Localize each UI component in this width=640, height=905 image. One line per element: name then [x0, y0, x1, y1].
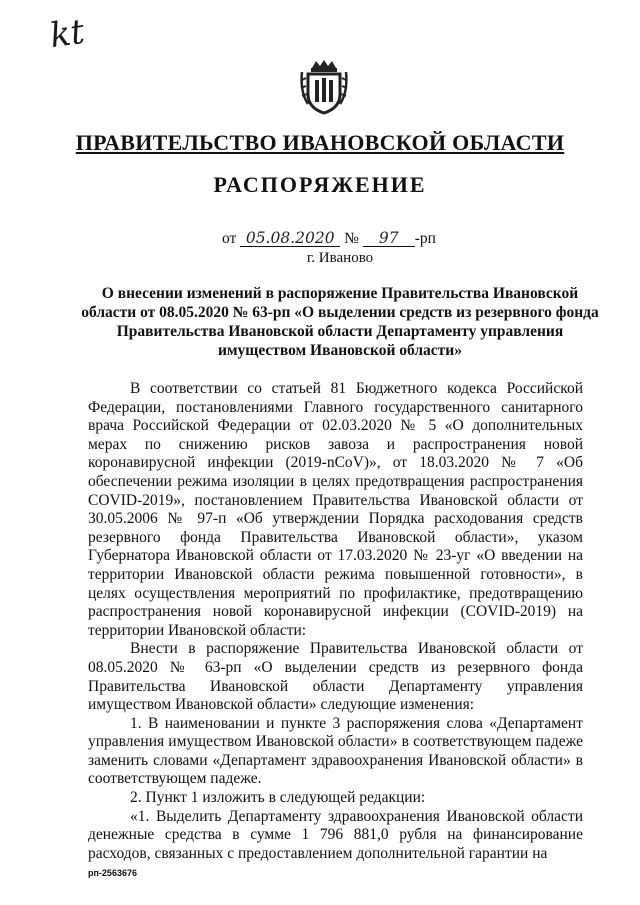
government-title: ПРАВИТЕЛЬСТВО ИВАНОВСКОЙ ОБЛАСТИ [75, 130, 565, 155]
date-prefix: от [222, 230, 237, 247]
document-subject: О внесении изменений в распоряжение Правительства Ивановской области от 08.05.2020 № 63-рп «О выделении средств из резервного фонда Правительства Ивановской области Департаменту управления имуществом Ивановской области» [81, 285, 599, 359]
paragraph: 1. В наименовании и пункте 3 распоряжения слова «Департамент управления имуществом Ивановской области» в соответствующем падеже заменить словами «Департамент здравоохранения Ивановской области» в соответствующем падеже. [88, 714, 583, 788]
paragraph: Внести в распоряжение Правительства Ивановской области от 08.05.2020 № 63-рп «О выделении средств из резервного фонда Правительства Ивановской области Департаменту управления имуществом Ивановской области» следующие изменения: [88, 640, 583, 714]
number-suffix: -рп [414, 230, 436, 247]
document-date: 05.08.2020 [240, 230, 340, 247]
paragraph: В соответствии со статьей 81 Бюджетного кодекса Российской Федерации, постановлениями Главного государственного санитарного врача Российской Федерации от 02.03.2020 № 5 «О дополнительных мерах по снижению рисков завоза и распространения новой коронавирусной инфекции (2019-nCoV)», от 18.03.2020 № 7 «Об обеспечении режима изоляции в целях предотвращения распространения COVID-2019», постановлением Правительства Ивановской области от 30.05.2006 № 97-п «Об утверждении Порядка расходования средств резервного фонда Правительства Ивановской области», указом Губернатора Ивановской области от 17.03.2020 № 23-уг «О введении на территории Ивановской области режима повышенной готовности», в целях осуществления мероприятий по профилактике, предотвращению распространения новой коронавирусной инфекции (COVID-2019) на территории Ивановской области: [88, 380, 583, 639]
document-body [88, 380, 583, 863]
document-number: 97 [363, 230, 415, 247]
document-code: рп-2563676 [88, 868, 137, 878]
coat-of-arms-icon [298, 58, 350, 116]
date-line [222, 230, 436, 248]
document-type: РАСПОРЯЖЕНИЕ [213, 172, 427, 197]
paragraph: 2. Пункт 1 изложить в следующей редакции: [130, 789, 426, 807]
number-sign: № [344, 230, 359, 247]
city: г. Иваново [306, 250, 374, 266]
paragraph: «1. Выделить Департаменту здравоохранения Ивановской области денежные средства в сумме 1 796 881,0 рубля на финансирование расходов, связанных с предоставлением дополнительной гарантии на [88, 807, 583, 862]
handwritten-mark: kt [47, 11, 87, 57]
